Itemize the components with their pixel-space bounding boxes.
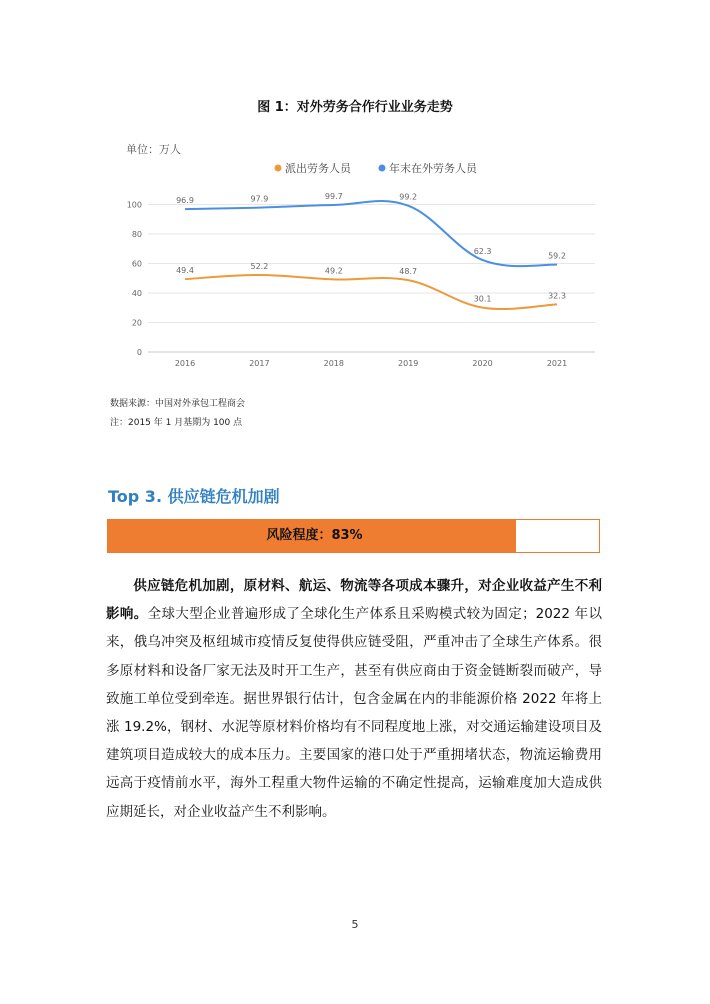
data-label: 99.2 — [399, 192, 418, 202]
data-source-note: 数据来源：中国对外承包工程商会 — [110, 399, 246, 409]
y-tick-label: 60 — [131, 259, 142, 269]
data-label: 96.9 — [176, 196, 194, 206]
series-1 — [176, 262, 566, 309]
data-label: 49.4 — [176, 266, 194, 276]
series-2 — [176, 192, 566, 266]
body-paragraph — [106, 572, 602, 826]
chart-series — [176, 192, 566, 309]
risk-level-bar — [107, 519, 600, 553]
body-lead-sentence: 供应链危机加剧，原材料、航运、物流等各项成本骤升，对企业收益产生不利影响。 — [106, 578, 602, 623]
section-heading: Top 3. 供应链危机加剧 — [108, 487, 280, 506]
y-tick-label: 40 — [131, 289, 142, 298]
legend-marker — [379, 165, 386, 172]
data-label: 48.7 — [399, 267, 418, 277]
x-tick-label: 2018 — [323, 359, 344, 368]
base-period-note: 注：2015 年 1 月基期为 100 点 — [110, 418, 243, 428]
y-tick-label: 100 — [126, 200, 142, 210]
x-tick-label: 2019 — [398, 359, 419, 368]
line-chart — [100, 130, 610, 370]
data-label: 59.2 — [548, 251, 566, 261]
y-tick-label: 0 — [136, 348, 142, 357]
data-label: 49.2 — [324, 266, 343, 276]
risk-level-label: 风险程度：83% — [266, 528, 363, 543]
x-tick-label: 2020 — [472, 359, 493, 368]
chart-x-axis — [175, 359, 567, 368]
chart-unit-label: 单位：万人 — [126, 143, 181, 156]
legend-label: 年末在外劳务人员 — [389, 162, 477, 175]
data-label: 99.7 — [324, 191, 343, 201]
data-label: 97.9 — [250, 194, 269, 204]
y-tick-label: 80 — [131, 230, 142, 239]
x-tick-label: 2017 — [249, 359, 270, 368]
data-label: 32.3 — [548, 291, 566, 301]
chart-y-axis — [127, 201, 142, 358]
page-number: 5 — [351, 918, 359, 931]
data-label: 30.1 — [473, 294, 492, 304]
data-label: 62.3 — [473, 247, 492, 257]
legend-label: 派出劳务人员 — [285, 162, 351, 175]
x-tick-label: 2021 — [546, 359, 568, 368]
chart-legend — [275, 161, 478, 175]
figure-title: 图 1：对外劳务合作行业业务走势 — [257, 100, 453, 115]
x-tick-label: 2016 — [174, 359, 196, 368]
y-tick-label: 20 — [131, 318, 142, 328]
body-text: 全球大型企业普遍形成了全球化生产体系且采购模式较为固定；2022 年以来，俄乌冲突及枢纽城市疫情反复使得供应链受阻，严重冲击了全球生产体系。很多原材料和设备厂家无法及时开工生产，甚至有供应商由于资金链断裂而破产，导致施工单位受到牵连。据世界银行估计，包含金属在内的非能源价格 2022 年将上涨 19.2%，钢材、水泥等原材料价格均有不同程度地上涨，对交通运输建设项目及建筑项目造成较大的成本压力。主要国家的港口处于严重拥堵状态，物流运输费用远高于疫情前水平，海外工程重大物件运输的不确定性提高，运输难度加大造成供应期延长，对企业收益产生不利影响。 — [106, 606, 603, 820]
data-label: 52.2 — [250, 262, 269, 272]
legend-marker — [275, 165, 282, 172]
series-line — [185, 275, 557, 309]
